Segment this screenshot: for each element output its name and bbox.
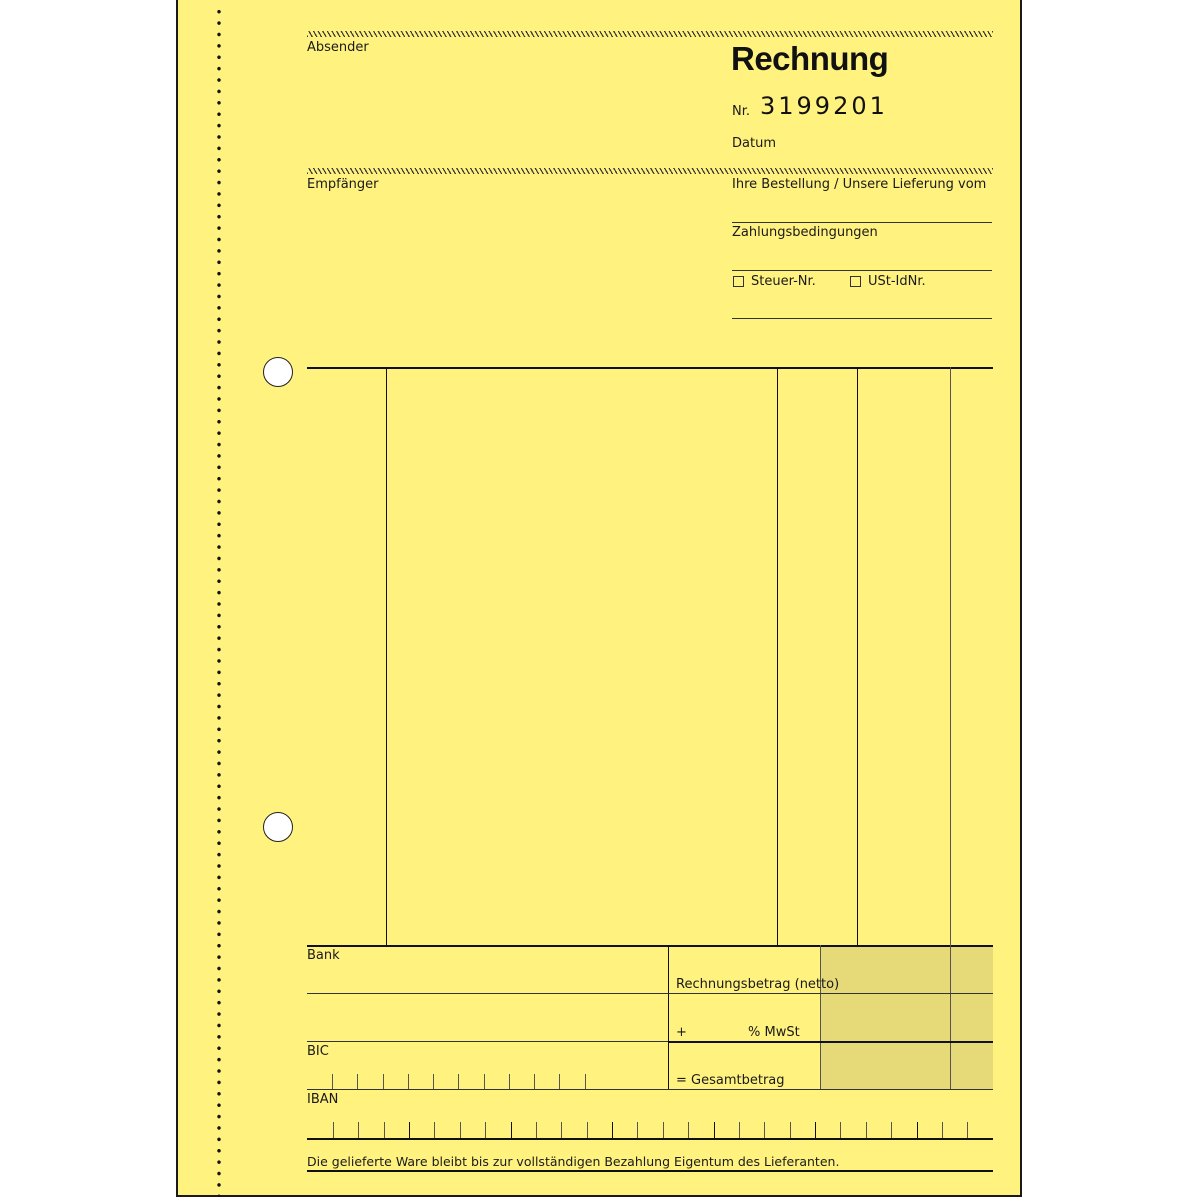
vat-plus-sign: + — [676, 1025, 687, 1040]
date-label: Datum — [732, 136, 776, 151]
vat-id-checkbox[interactable] — [850, 276, 861, 287]
net-amount-field[interactable] — [821, 947, 950, 993]
invoice-number-value: 3199201 — [760, 92, 888, 120]
gross-amount-label: = Gesamtbetrag — [676, 1073, 785, 1088]
item-col-position[interactable] — [307, 369, 386, 944]
item-table-col-divider-4 — [950, 367, 951, 945]
bottom-row-rule-2-right — [668, 1041, 993, 1043]
gross-amount-field[interactable] — [821, 1043, 950, 1089]
item-col-unit-price[interactable] — [859, 369, 950, 944]
totals-divider-cents — [950, 945, 951, 1090]
item-col-quantity[interactable] — [779, 369, 857, 944]
recipient-label: Empfänger — [307, 177, 379, 192]
tax-id-field-line[interactable] — [732, 318, 992, 319]
payment-terms-field-line[interactable] — [732, 270, 992, 271]
vat-amount-field[interactable] — [821, 995, 950, 1041]
bank-totals-divider — [668, 945, 669, 1090]
bic-field[interactable] — [307, 1060, 597, 1089]
recipient-field[interactable] — [307, 195, 707, 355]
iban-baseline — [307, 1138, 993, 1140]
iban-label: IBAN — [307, 1092, 339, 1107]
order-delivery-label: Ihre Bestellung / Unsere Lieferung vom — [732, 177, 987, 192]
footer-rule — [307, 1170, 993, 1172]
item-table-col-divider-1 — [386, 367, 387, 945]
bottom-row-rule-2-left — [307, 1041, 668, 1042]
net-amount-label: Rechnungsbetrag (netto) — [676, 977, 840, 992]
punch-hole-top — [263, 357, 293, 387]
vat-rate-field[interactable] — [690, 1022, 745, 1040]
sender-field[interactable] — [307, 58, 707, 163]
item-table-col-divider-2 — [777, 367, 778, 945]
totals-divider-left — [820, 945, 821, 1090]
vat-percent-label: % MwSt — [748, 1025, 800, 1040]
iban-field[interactable] — [307, 1108, 993, 1138]
retention-of-title-notice: Die gelieferte Ware bleibt bis zur vollständigen Bezahlung Eigentum des Lieferanten. — [307, 1154, 840, 1169]
item-table-col-divider-3 — [857, 367, 858, 945]
bottom-row-rule-3 — [307, 1089, 993, 1090]
payment-terms-label: Zahlungsbedingungen — [732, 225, 878, 240]
sender-label: Absender — [307, 40, 369, 55]
invoice-number-label: Nr. — [732, 104, 751, 119]
order-delivery-field-line[interactable] — [732, 222, 992, 223]
item-col-amount[interactable] — [952, 369, 993, 944]
bic-label: BIC — [307, 1044, 329, 1059]
invoice-title: Rechnung — [731, 40, 889, 77]
bank-field[interactable] — [307, 963, 667, 1041]
hatched-rule-top — [307, 31, 993, 37]
tax-number-label: Steuer-Nr. — [751, 274, 816, 289]
item-col-description[interactable] — [388, 369, 777, 944]
tax-number-checkbox[interactable] — [733, 276, 744, 287]
hatched-rule-middle — [307, 168, 993, 174]
perforation-line — [217, 6, 221, 1196]
vat-id-label: USt-IdNr. — [868, 274, 926, 289]
bank-label: Bank — [307, 948, 340, 963]
punch-hole-bottom — [263, 812, 293, 842]
